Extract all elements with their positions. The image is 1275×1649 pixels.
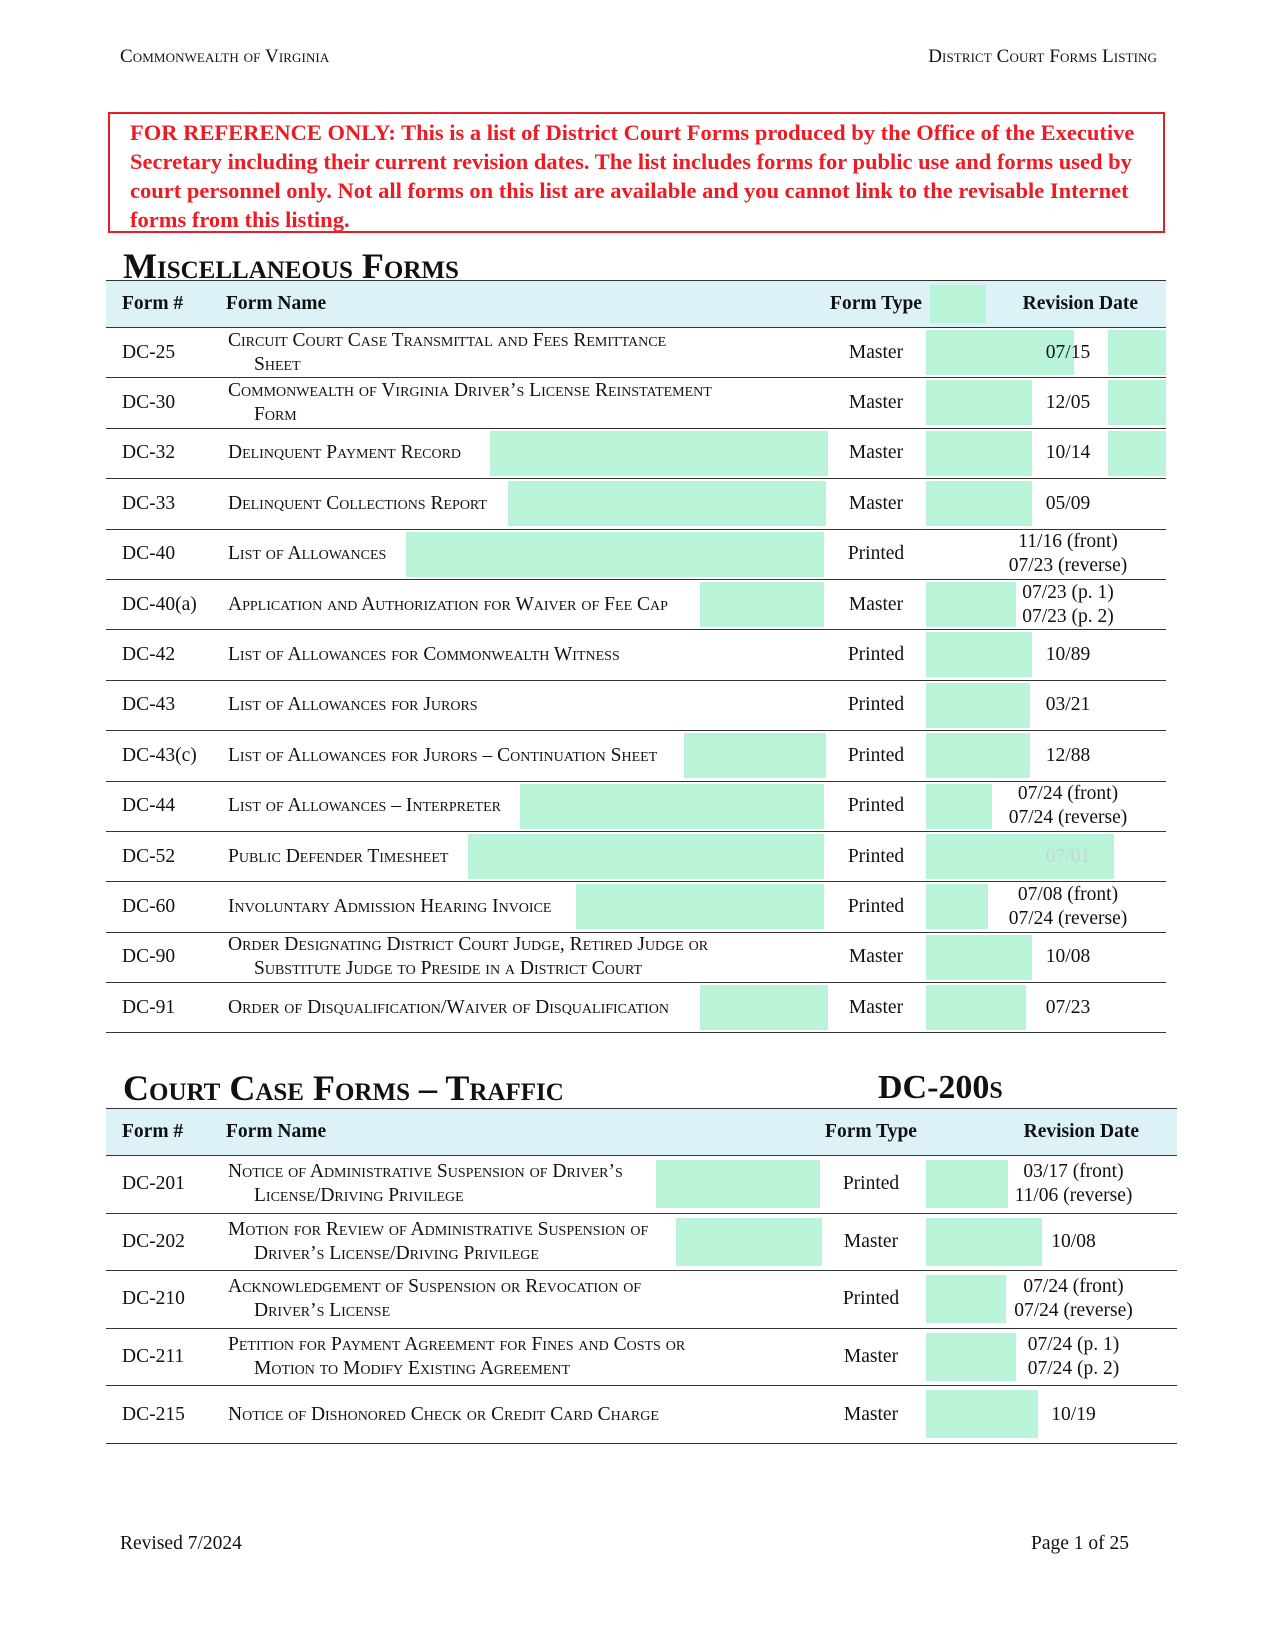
revision-date-line-2: 07/23 (p. 2) xyxy=(1022,605,1114,627)
form-number: DC-201 xyxy=(122,1173,185,1195)
table-row xyxy=(106,680,1166,730)
table-row xyxy=(106,1271,1177,1329)
form-name-line-1: Commonwealth of Virginia Driver’s License Reinstatement xyxy=(228,380,712,402)
table-row xyxy=(106,1156,1177,1214)
traffic-section-code: DC-200s xyxy=(878,1069,1003,1106)
revision-date-line-1: 07/15 xyxy=(1045,341,1091,363)
revision-date-highlight xyxy=(926,1333,1016,1381)
header-right: District Court Forms Listing xyxy=(928,46,1157,67)
revision-date-line-1: 12/88 xyxy=(1045,744,1091,766)
revision-date-line-2: 07/24 (reverse) xyxy=(1014,1300,1133,1322)
revision-date-highlight-right xyxy=(1108,431,1166,476)
table-header-row xyxy=(106,1109,1177,1156)
form-name-line-1: List of Allowances for Commonwealth Witness xyxy=(228,644,620,666)
form-type: Printed xyxy=(847,694,905,716)
form-number: DC-210 xyxy=(122,1288,185,1310)
table-row xyxy=(106,932,1166,982)
form-type: Master xyxy=(843,1346,899,1368)
misc-section-title: Miscellaneous Forms xyxy=(123,246,459,286)
traffic-section-title: Court Case Forms – Traffic xyxy=(123,1068,564,1108)
form-number: DC-211 xyxy=(122,1346,185,1368)
table-row xyxy=(106,1328,1177,1386)
running-header xyxy=(120,46,1157,72)
form-number: DC-32 xyxy=(122,442,176,464)
form-name-line-1: Acknowledgement of Suspension or Revocation of xyxy=(228,1276,642,1298)
revision-date-line-1: 12/05 xyxy=(1045,392,1091,414)
form-name xyxy=(226,731,826,781)
form-name xyxy=(226,1271,816,1329)
form-number: DC-42 xyxy=(122,644,176,666)
form-type: Printed xyxy=(847,644,905,666)
col-header-revision-date: Revision Date xyxy=(1023,1121,1139,1142)
revision-date xyxy=(926,529,1166,579)
form-name xyxy=(226,1213,816,1271)
col-header-form-name: Form Name xyxy=(226,1121,327,1142)
revision-date xyxy=(926,428,1166,478)
revision-date-line-2: 11/06 (reverse) xyxy=(1014,1185,1133,1207)
form-type: Printed xyxy=(847,895,905,917)
revision-date-line-1: 10/89 xyxy=(1045,644,1091,666)
table-row xyxy=(106,428,1166,478)
form-type: Printed xyxy=(847,744,905,766)
revision-date xyxy=(926,1213,1177,1271)
revision-date xyxy=(926,680,1166,730)
revision-date xyxy=(926,932,1166,982)
form-type: Printed xyxy=(847,543,905,565)
form-number: DC-33 xyxy=(122,492,176,514)
form-type: Master xyxy=(848,946,904,968)
revision-date xyxy=(926,882,1166,932)
misc-forms-table xyxy=(106,280,1166,1033)
revision-date-highlight xyxy=(926,1390,1038,1438)
form-name-line-1: Order Designating District Court Judge, Retired Judge or xyxy=(228,934,709,956)
form-number: DC-91 xyxy=(122,996,176,1018)
form-type: Master xyxy=(848,492,904,514)
form-type: Master xyxy=(848,392,904,414)
revision-date-line-1: 07/23 xyxy=(1045,996,1091,1018)
form-name-line-2: Form xyxy=(254,404,297,426)
form-type: Printed xyxy=(847,845,905,867)
table-row xyxy=(106,731,1166,781)
revision-date-highlight xyxy=(926,1218,1042,1266)
form-type: Printed xyxy=(842,1173,900,1195)
form-number: DC-25 xyxy=(122,341,176,363)
form-name-line-2: Motion to Modify Existing Agreement xyxy=(254,1358,571,1380)
header-highlight xyxy=(930,285,986,323)
form-name-line-1: List of Allowances xyxy=(228,543,387,565)
revision-date-highlight xyxy=(926,935,1032,980)
table-row xyxy=(106,328,1166,378)
form-type: Printed xyxy=(847,795,905,817)
form-type: Master xyxy=(848,442,904,464)
form-name-line-1: Circuit Court Case Transmittal and Fees Remittance xyxy=(228,329,667,351)
form-name xyxy=(226,328,826,378)
form-number: DC-40 xyxy=(122,543,176,565)
form-type: Master xyxy=(843,1230,899,1252)
revision-date-highlight xyxy=(926,431,1032,476)
form-type: Printed xyxy=(842,1288,900,1310)
table-row xyxy=(106,882,1166,932)
revision-date-line-1: 10/14 xyxy=(1045,442,1091,464)
form-name xyxy=(226,529,826,579)
revision-date-line-1: 10/08 xyxy=(1051,1230,1096,1252)
form-name xyxy=(226,983,826,1033)
form-name-line-1: Petition for Payment Agreement for Fines and Costs or xyxy=(228,1334,686,1356)
table-row xyxy=(106,1213,1177,1271)
revision-date-highlight xyxy=(926,884,988,929)
table-row xyxy=(106,983,1166,1033)
form-name-line-1: Involuntary Admission Hearing Invoice xyxy=(228,895,552,917)
revision-date xyxy=(926,1386,1177,1444)
col-header-form-num: Form # xyxy=(122,1121,184,1142)
revision-date-line-1: 07/24 (front) xyxy=(1023,1276,1124,1298)
form-name-line-1: Delinquent Collections Report xyxy=(228,492,487,514)
form-number: DC-202 xyxy=(122,1230,185,1252)
header-left: Commonwealth of Virginia xyxy=(120,46,330,67)
revision-date-line-2: 07/24 (p. 2) xyxy=(1027,1358,1120,1380)
revision-date-line-1: 10/19 xyxy=(1051,1403,1096,1425)
col-header-revision-date: Revision Date xyxy=(926,281,1166,328)
form-name-line-1: List of Allowances for Jurors xyxy=(228,694,478,716)
form-name xyxy=(226,932,826,982)
form-type: Master xyxy=(848,996,904,1018)
revision-date-highlight xyxy=(926,1275,1006,1323)
revision-date-line-1: 10/08 xyxy=(1045,946,1091,968)
table-row xyxy=(106,781,1166,831)
footer-revised: Revised 7/2024 xyxy=(120,1533,242,1554)
revision-date-highlight xyxy=(926,784,992,829)
form-number: DC-40(a) xyxy=(122,593,197,615)
revision-date-line-2: 07/23 (reverse) xyxy=(1008,555,1128,577)
revision-date-line-1: 03/21 xyxy=(1045,694,1091,716)
form-number: DC-30 xyxy=(122,392,176,414)
traffic-forms-table xyxy=(106,1108,1177,1444)
reference-notice xyxy=(108,112,1165,233)
form-name-line-2: Driver’s License xyxy=(254,1300,391,1322)
form-number: DC-43 xyxy=(122,694,176,716)
form-name xyxy=(226,378,826,428)
revision-date-highlight-right xyxy=(1108,330,1166,375)
revision-date-line-1: 05/09 xyxy=(1045,492,1091,514)
revision-date-highlight xyxy=(926,582,1016,627)
revision-date-highlight-right xyxy=(1108,380,1166,425)
col-header-form-name: Form Name xyxy=(226,293,327,314)
table-row xyxy=(106,529,1166,579)
table-row xyxy=(106,630,1166,680)
table-row xyxy=(106,579,1166,629)
revision-date xyxy=(926,378,1166,428)
form-type: Master xyxy=(848,593,904,615)
revision-date-highlight xyxy=(926,985,1026,1030)
revision-date-line-1: 07/01 xyxy=(1045,845,1091,867)
form-name-line-1: Notice of Administrative Suspension of Driver’s xyxy=(228,1161,623,1183)
form-name-line-1: List of Allowances for Jurors – Continuation Sheet xyxy=(228,744,658,766)
revision-date-highlight xyxy=(926,632,1032,677)
revision-date xyxy=(926,781,1166,831)
revision-date-highlight xyxy=(926,481,1032,526)
revision-date xyxy=(926,328,1166,378)
form-name xyxy=(226,781,826,831)
form-type: Master xyxy=(848,341,904,363)
revision-date-line-1: 07/24 (front) xyxy=(1017,783,1119,805)
form-name-line-1: Order of Disqualification/Waiver of Disqualification xyxy=(228,996,670,1018)
form-name-line-2: Substitute Judge to Preside in a District Court xyxy=(254,958,643,980)
col-header-form-type: Form Type xyxy=(825,1121,917,1142)
col-header-form-type: Form Type xyxy=(830,293,922,314)
form-name-line-2: Driver’s License/Driving Privilege xyxy=(254,1242,539,1264)
revision-date-highlight xyxy=(926,733,1030,778)
table-row xyxy=(106,831,1166,881)
form-name xyxy=(226,680,826,730)
form-name xyxy=(226,428,826,478)
col-header-form-num: Form # xyxy=(122,293,184,314)
revision-date-line-1: 03/17 (front) xyxy=(1023,1161,1124,1183)
form-number: DC-43(c) xyxy=(122,744,197,766)
table-header-row xyxy=(106,281,1166,328)
table-row xyxy=(106,378,1166,428)
form-name-line-1: Public Defender Timesheet xyxy=(228,845,449,867)
form-name-line-2: License/Driving Privilege xyxy=(254,1185,464,1207)
form-name xyxy=(226,882,826,932)
form-number: DC-60 xyxy=(122,895,176,917)
form-name-line-1: List of Allowances – Interpreter xyxy=(228,795,501,817)
form-type: Master xyxy=(843,1403,899,1425)
revision-date xyxy=(926,579,1166,629)
form-name xyxy=(226,579,826,629)
form-name-line-1: Notice of Dishonored Check or Credit Card Charge xyxy=(228,1403,659,1425)
table-row xyxy=(106,1386,1177,1444)
form-name xyxy=(226,1156,816,1214)
form-name xyxy=(226,1386,816,1444)
footer-page-number: Page 1 of 25 xyxy=(1030,1533,1129,1554)
revision-date xyxy=(926,1271,1177,1329)
revision-date xyxy=(926,731,1166,781)
revision-date xyxy=(926,1328,1177,1386)
notice-text: FOR REFERENCE ONLY: This is a list of District Court Forms produced by the Office of the Executive Secretary including their current revision dates. The list includes forms for public use and forms used by court personnel only. Not all forms on this list are available and you cannot link to the revisable Internet forms from this listing. xyxy=(130,120,1135,232)
revision-date xyxy=(926,983,1166,1033)
form-name xyxy=(226,630,826,680)
form-number: DC-215 xyxy=(122,1403,185,1425)
revision-date xyxy=(926,1156,1177,1214)
form-name-line-2: Sheet xyxy=(254,353,301,375)
form-number: DC-52 xyxy=(122,845,176,867)
form-name xyxy=(226,1328,816,1386)
revision-date-line-1: 07/08 (front) xyxy=(1017,883,1119,905)
form-number: DC-44 xyxy=(122,795,176,817)
table-row xyxy=(106,479,1166,529)
form-name xyxy=(226,479,826,529)
form-name-line-1: Motion for Review of Administrative Suspension of xyxy=(228,1218,649,1240)
revision-date xyxy=(926,479,1166,529)
form-name-line-1: Application and Authorization for Waiver of Fee Cap xyxy=(228,593,668,615)
revision-date-line-2: 07/24 (reverse) xyxy=(1008,907,1128,929)
form-name xyxy=(226,831,826,881)
revision-date-highlight xyxy=(926,683,1030,728)
revision-date-line-2: 07/24 (reverse) xyxy=(1008,807,1128,829)
form-name-line-1: Delinquent Payment Record xyxy=(228,442,462,464)
revision-date xyxy=(926,831,1166,881)
revision-date-line-1: 07/24 (p. 1) xyxy=(1027,1334,1120,1356)
revision-date-highlight xyxy=(926,1160,1008,1208)
revision-date xyxy=(926,630,1166,680)
revision-date-line-1: 07/23 (p. 1) xyxy=(1022,581,1114,603)
revision-date-line-1: 11/16 (front) xyxy=(1018,531,1118,553)
form-number: DC-90 xyxy=(122,946,176,968)
revision-date-highlight xyxy=(926,380,1032,425)
